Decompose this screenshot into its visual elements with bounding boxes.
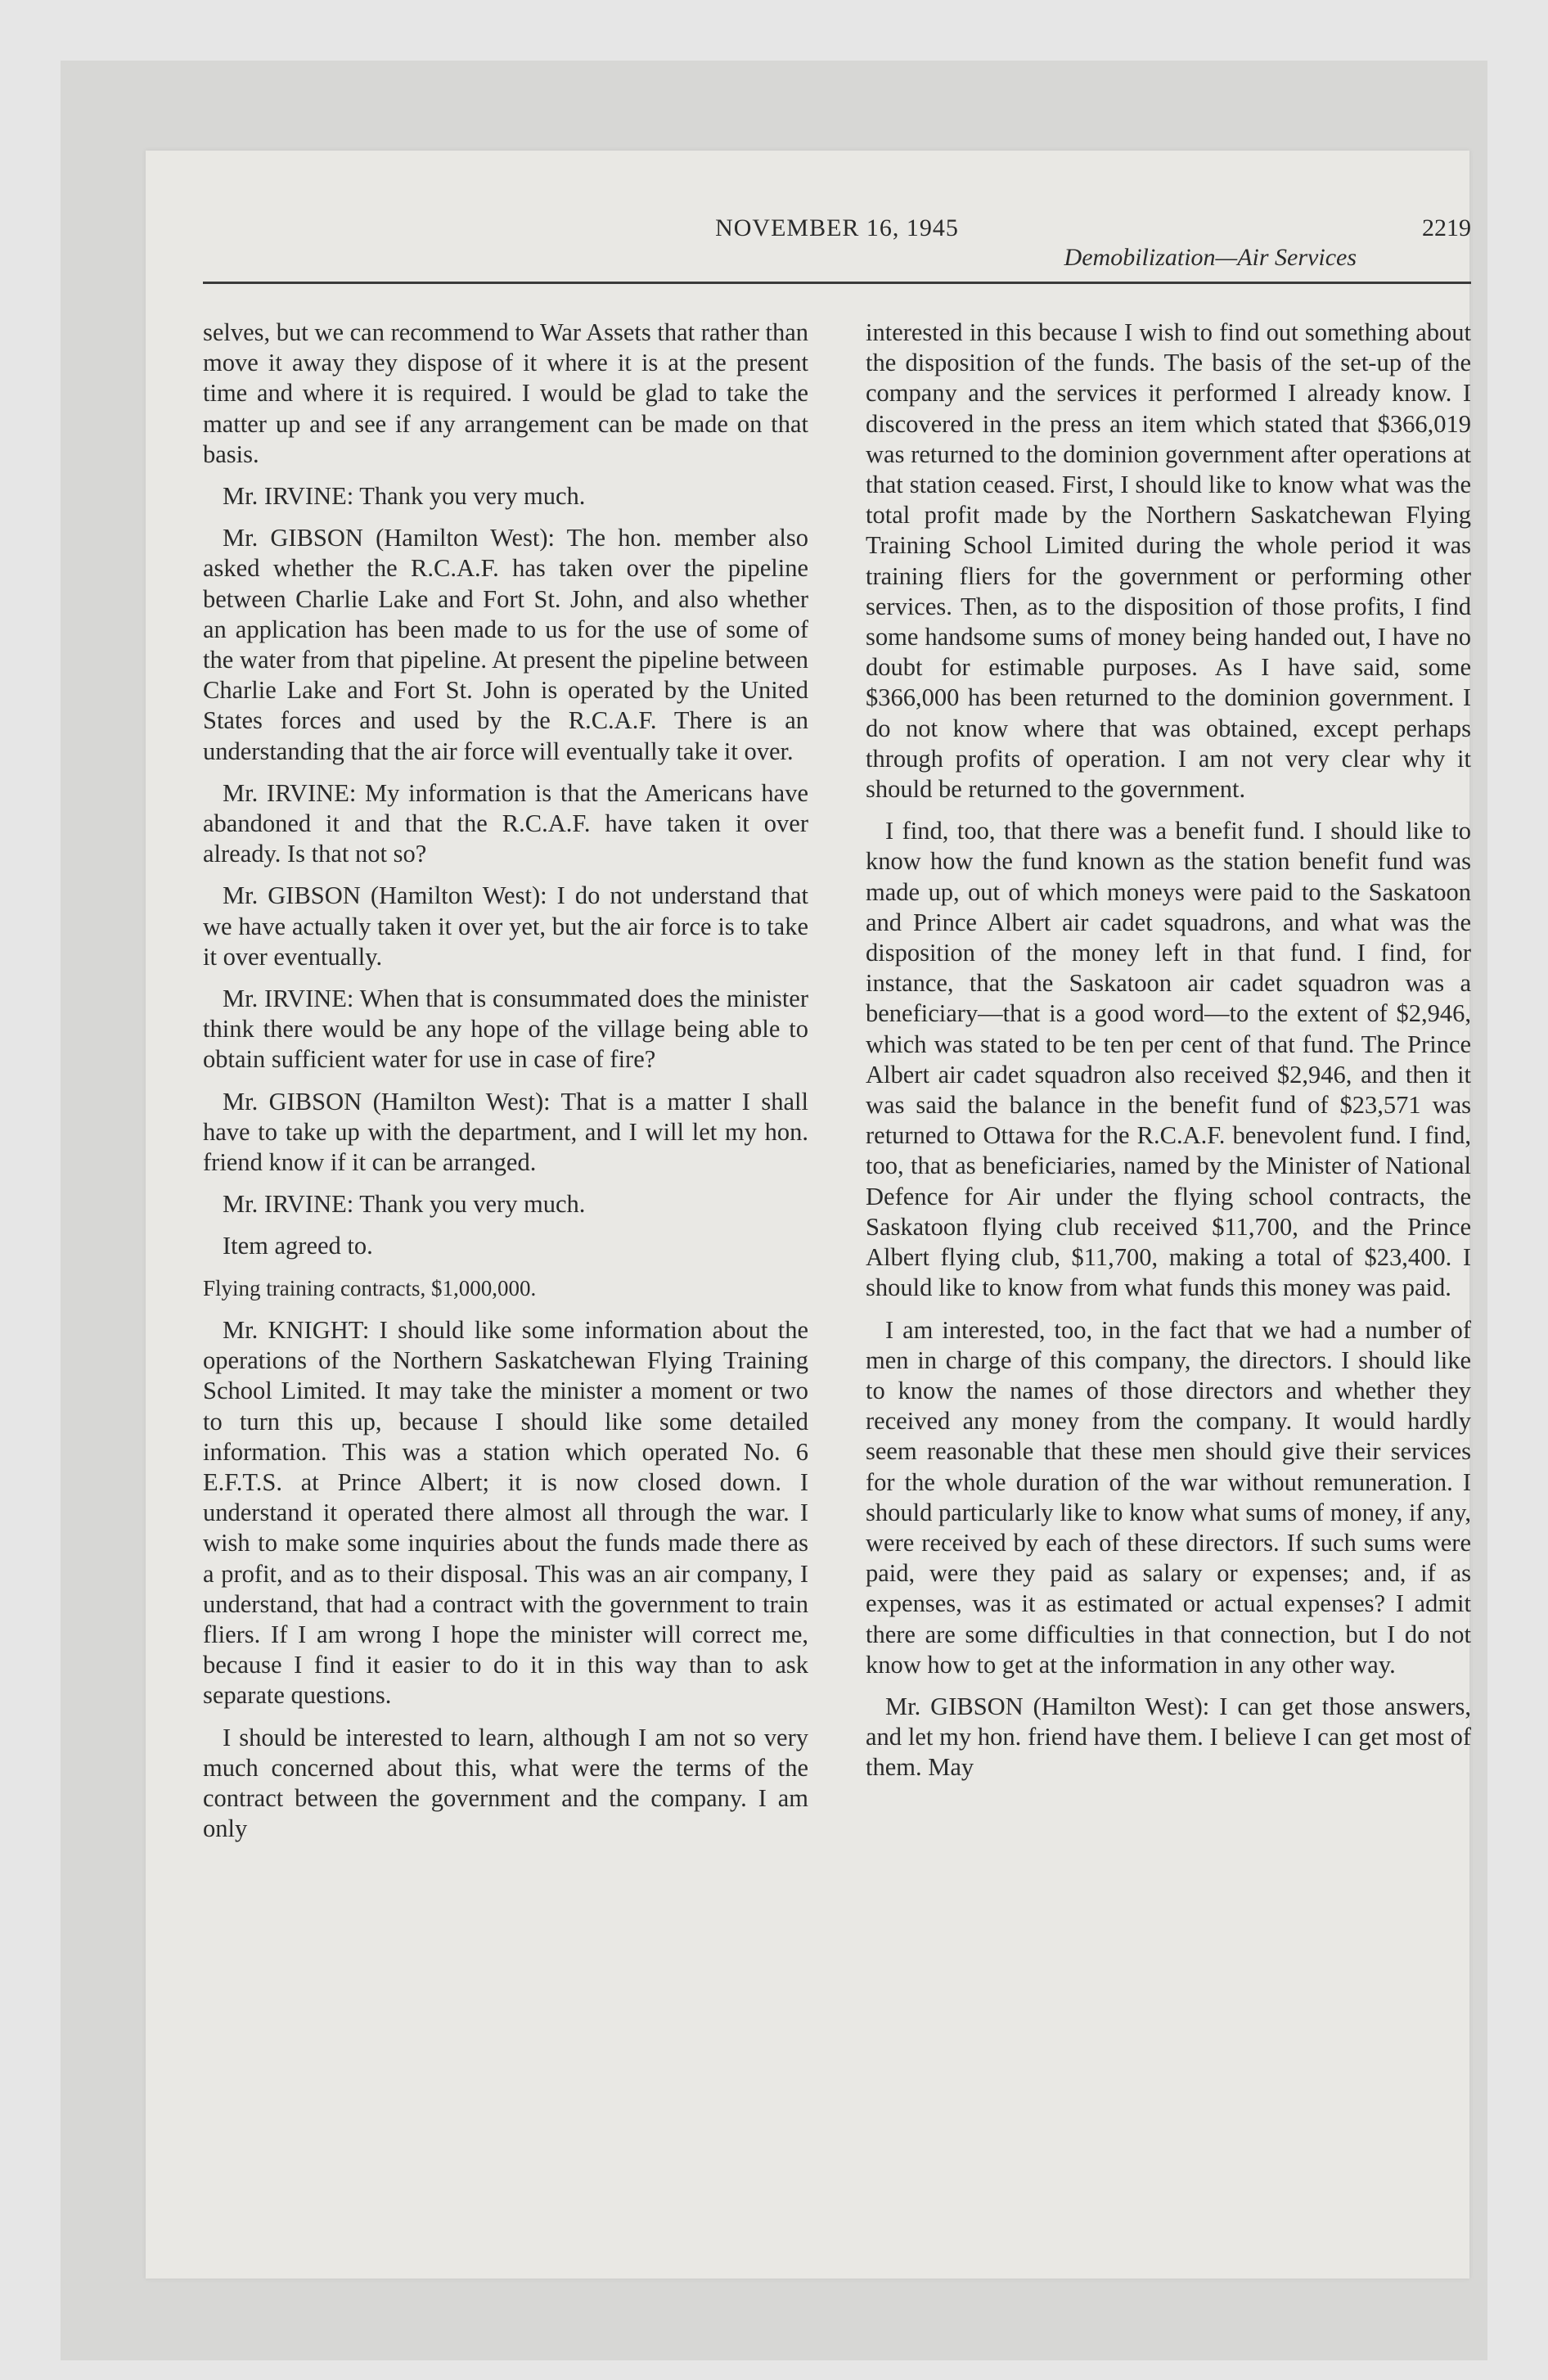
- paragraph: Mr. KNIGHT: I should like some information about the operations of the Northern Saskatchewan Flying Training School Limited. It may take the minister a moment or two to turn this up, because I should like some detailed information. This was a station which operated No. 6 E.F.T.S. at Prince Albert; it is now closed down. I understand it operated there almost all through the war. I wish to make some inquiries about the funds made there as a profit, and as to their disposal. This was an air company, I understand, that had a contract with the government to train fliers. If I am wrong I hope the minister will correct me, because I find it easier to do it in this way than to ask separate questions.: [203, 1315, 808, 1710]
- header-date: NOVEMBER 16, 1945: [715, 214, 959, 241]
- paragraph: Mr. GIBSON (Hamilton West): I can get those answers, and let my hon. friend have them. I believe I can get most of them. May: [866, 1692, 1471, 1782]
- header-subject: Demobilization—Air Services: [1064, 244, 1357, 271]
- document-page: [146, 151, 1469, 2279]
- header-rule: [203, 282, 1471, 284]
- page-number: 2219: [1422, 214, 1471, 241]
- estimate-item: Flying training contracts, $1,000,000.: [203, 1275, 537, 1300]
- left-column: [203, 318, 808, 1855]
- paragraph: Mr. GIBSON (Hamilton West): That is a matter I shall have to take up with the department, and I will let my hon. friend know if it can be arranged.: [203, 1087, 808, 1177]
- paragraph: I should be interested to learn, although I am not so very much concerned about this, what were the terms of the contract between the government and the company. I am only: [203, 1723, 808, 1843]
- paragraph: I am interested, too, in the fact that we had a number of men in charge of this company, the directors. I should like to know the names of those directors and whether they received any money from the company. It would hardly seem reasonable that these men should give their services for the whole duration of the war without remuneration. I should particularly like to know what sums of money, if any, were received by each of these directors. If such sums were paid, were they paid as salary or expenses; and, if as expenses, was it as estimated or actual expenses? I admit there are some difficulties in that connection, but I do not know how to get at the information in any other way.: [866, 1315, 1471, 1679]
- paragraph: Mr. IRVINE: Thank you very much.: [223, 1190, 586, 1219]
- paragraph: Mr. IRVINE: My information is that the Americans have abandoned it and that the R.C.A.F. have taken it over already. Is that not so?: [203, 778, 808, 868]
- paragraph: Item agreed to.: [223, 1232, 373, 1260]
- scan-background: [61, 61, 1487, 2360]
- paragraph: Mr. IRVINE: Thank you very much.: [223, 482, 586, 511]
- paragraph: Mr. GIBSON (Hamilton West): I do not understand that we have actually taken it over yet, but the air force is to take it over eventually.: [203, 881, 808, 971]
- paragraph: interested in this because I wish to find out something about the disposition of the funds. The basis of the set-up of the company and the services it performed I already know. I discovered in the press an item which stated that $366,019 was returned to the dominion government after operations at that station ceased. First, I should like to know what was the total profit made by the Northern Saskatchewan Flying Training School Limited during the whole period it was training fliers for the government or performing other services. Then, as to the disposition of those profits, I find some handsome sums of money being handed out, I have no doubt for estimable purposes. As I have said, some $366,000 has been returned to the dominion government. I do not know where that was obtained, except perhaps through profits of operation. I am not very clear why it should be returned to the government.: [866, 318, 1471, 804]
- paragraph: selves, but we can recommend to War Assets that rather than move it away they dispose of it where it is at the present time and where it is required. I would be glad to take the matter up and see if any arrangement can be made on that basis.: [203, 318, 808, 468]
- paragraph: I find, too, that there was a benefit fund. I should like to know how the fund known as the station benefit fund was made up, out of which moneys were paid to the Saskatoon and Prince Albert air cadet squadrons, and what was the disposition of the money left in that fund. I find, for instance, that the Saskatoon air cadet squadron was a beneficiary—that is a good word—to the extent of $2,946, which was stated to be ten per cent of that fund. The Prince Albert air cadet squadron also received $2,946, and then it was said the balance in the benefit fund of $23,571 was returned to Ottawa for the R.C.A.F. benevolent fund. I find, too, that as beneficiaries, named by the Minister of National Defence for Air under the flying school contracts, the Saskatoon flying club received $11,700, and the Prince Albert flying club, $11,700, making a total of $23,400. I should like to know from what funds this money was paid.: [866, 817, 1471, 1302]
- paragraph: Mr. GIBSON (Hamilton West): The hon. member also asked whether the R.C.A.F. has taken over the pipeline between Charlie Lake and Fort St. John, and also whether an application has been made to us for the use of some of the water from that pipeline. At present the pipeline between Charlie Lake and Fort St. John is operated by the United States forces and used by the R.C.A.F. There is an understanding that the air force will eventually take it over.: [203, 524, 808, 765]
- paragraph: Mr. IRVINE: When that is consummated does the minister think there would be any hope of the village being able to obtain sufficient water for use in case of fire?: [203, 985, 808, 1074]
- right-column: [866, 318, 1471, 1795]
- page-header: [203, 214, 1471, 280]
